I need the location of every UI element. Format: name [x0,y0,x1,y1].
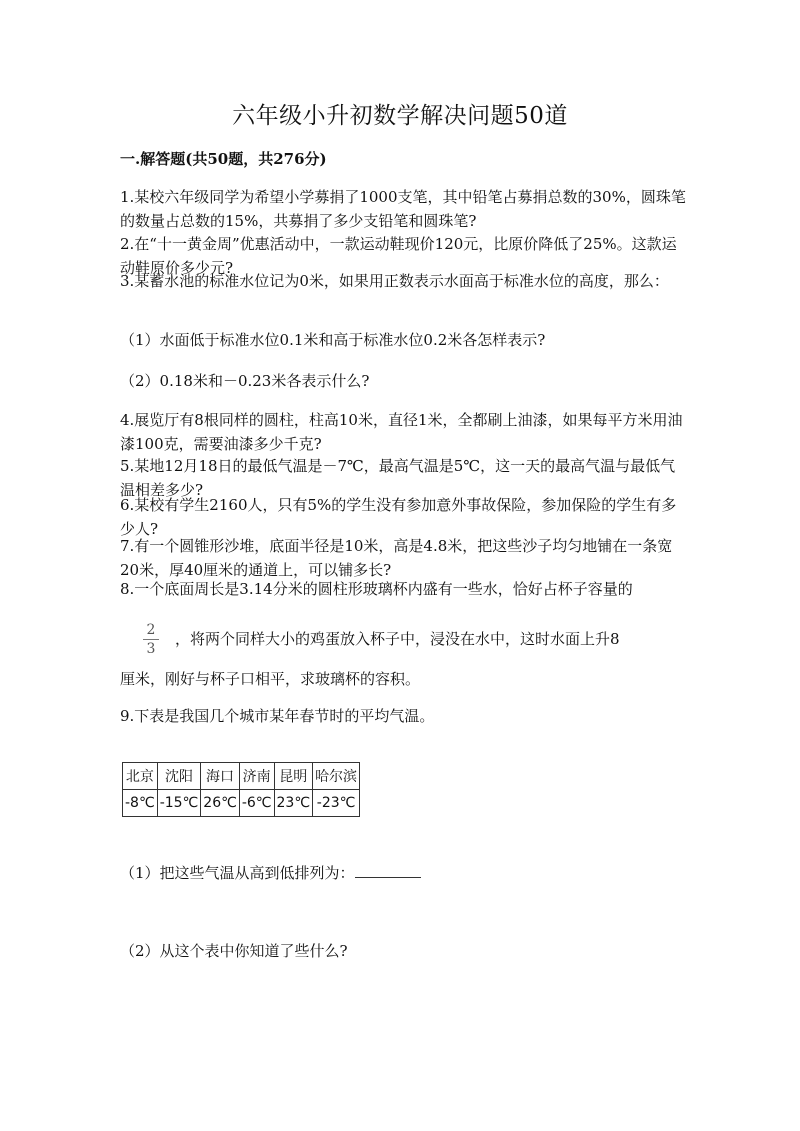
table-cell: -8℃ [123,790,158,817]
question-3-part-2: （2）0.18米和－0.23米各表示什么? [120,372,370,390]
table-row-temps [123,790,360,817]
table-cell: -15℃ [157,790,201,817]
question-9-part-2: （2）从这个表中你知道了些什么? [120,942,348,960]
question-9-part-1 [120,862,690,886]
table-cell: 北京 [123,763,158,790]
question-5: 5.某地12月18日的最低气温是－7℃，最高气温是5℃，这一天的最高气温与最低气温相差多少? [120,457,676,499]
fraction-two-thirds [143,622,159,657]
page-title: 六年级小升初数学解决问题50道 [232,103,568,129]
question-2: 2.在“十一黄金周”优惠活动中，一款运动鞋现价120元，比原价降低了25%。这款运动鞋原价多少元? [120,235,677,277]
table-cell: 23℃ [274,790,313,817]
table-cell: 海口 [201,763,240,790]
temperature-table [122,762,360,817]
question-6: 6.某校有学生2160人，只有5%的学生没有参加意外事故保险，参加保险的学生有多少人? [120,496,677,538]
table-cell: 26℃ [201,790,240,817]
question-7: 7.有一个圆锥形沙堆，底面半径是10米，高是4.8米，把这些沙子均匀地铺在一条宽20米，厚40厘米的通道上，可以铺多长? [120,537,673,579]
question-8-line-1: 8.一个底面周长是3.14分米的圆柱形玻璃杯内盛有一些水，恰好占杯子容量的 [120,580,633,598]
table-cell: -6℃ [239,790,274,817]
question-1: 1.某校六年级同学为希望小学募捐了1000支笔，其中铅笔占募捐总数的30%，圆珠笔的数量占总数的15%，共募捐了多少支铅笔和圆珠笔? [120,188,686,230]
table-cell: 济南 [239,763,274,790]
table-cell: 哈尔滨 [313,763,360,790]
question-8-line-2: ，将两个同样大小的鸡蛋放入杯子中，浸没在水中，这时水面上升8 [175,630,620,648]
section-heading: 一.解答题(共50题，共276分) [120,150,327,168]
question-9: 9.下表是我国几个城市某年春节时的平均气温。 [120,707,435,725]
fraction-denominator: 3 [146,641,156,657]
table-cell: -23℃ [313,790,360,817]
fraction-bar [143,639,159,640]
answer-blank [355,863,421,878]
table-row-cities [123,763,360,790]
question-4: 4.展览厅有8根同样的圆柱，柱高10米，直径1米，全都刷上油漆，如果每平方米用油漆100克，需要油漆多少千克? [120,411,683,453]
table-cell: 沈阳 [157,763,201,790]
question-9-part-1-text: （1）把这些气温从高到低排列为： [120,864,355,882]
question-8-line-3: 厘米，刚好与杯子口相平，求玻璃杯的容积。 [120,670,421,688]
fraction-numerator: 2 [146,622,156,638]
question-3-part-1: （1）水面低于标准水位0.1米和高于标准水位0.2米各怎样表示? [120,331,546,349]
table-cell: 昆明 [274,763,313,790]
question-3: 3.某蓄水池的标准水位记为0米，如果用正数表示水面高于标准水位的高度，那么： [120,272,669,290]
